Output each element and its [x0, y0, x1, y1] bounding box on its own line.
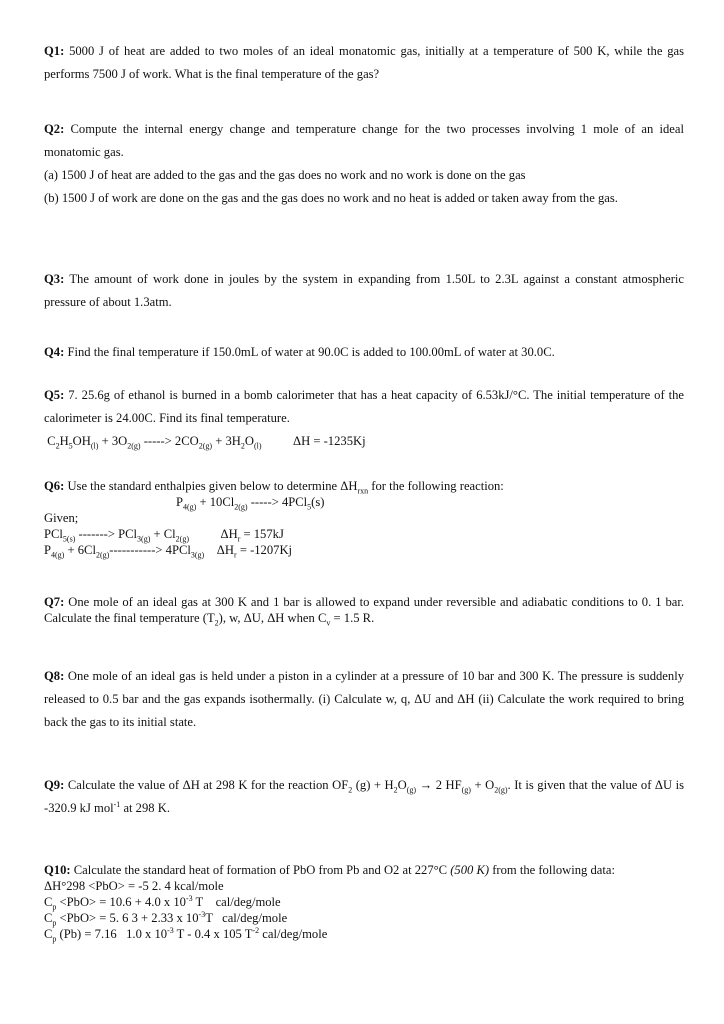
data-line-2: $C_p <PbO> = 10.6 + 4.0$ x $10^{-3}$ T cal/deg/mole [44, 893, 281, 912]
question-text: Calculate the standard heat of formation of PbO from Pb and O2 at 227°C [73, 863, 451, 877]
question-label: Q2: [44, 122, 65, 136]
question-text: The amount of work done in joules by the system in expanding from 1.50L to 2.3L against a constant atmospheric pressure of about 1.3atm. [44, 272, 684, 309]
question-9 [44, 774, 684, 820]
question-3 [44, 268, 684, 314]
question-label: Q7: [44, 595, 65, 609]
question-1 [44, 40, 684, 86]
question-label: Q5: [44, 388, 65, 402]
question-2 [44, 118, 684, 210]
question-label: Q6: [44, 479, 65, 493]
question-8 [44, 665, 684, 734]
question-text: Use the standard enthalpies given below to determine ΔH [67, 479, 358, 493]
question-5 [44, 384, 684, 453]
question-text: 5000 J of heat are added to two moles of an ideal monatomic gas, initially at a temperature of 500 K, while the gas performs 7500 J of work. What is the final temperature of the gas? [44, 44, 684, 81]
data-line-3: $C_p <PbO> = 5$. 6 3 + 2.33 x $10^{-3}T$ cal/deg/mole [44, 909, 288, 928]
data-line-4: $C_p$ (Pb) = 7.16 1.0 x $10^{-3}$ T - 0.4 x 105 $T^{-2}$ cal/deg/mole [44, 925, 328, 944]
question-text: One mole of an ideal gas at 300 K and 1 bar is allowed to expand under reversible and adiabatic conditions to 0. 1 bar. Calculate the final temperature (T [44, 595, 684, 625]
question-text: Compute the internal energy change and temperature change for the two processes involving 1 mole of an ideal monatomic gas. [44, 122, 684, 159]
question-text: One mole of an ideal gas is held under a piston in a cylinder at a pressure of 10 bar and 300 K. The pressure is suddenly released to 0.5 bar and the gas expands isothermally. (i) Calculate w, q, ΔU and ΔH (ii) Calculate the work required to bring back the gas to its initial state. [44, 669, 684, 729]
question-label: Q8: [44, 669, 65, 683]
given-reaction-1: PCl$_{5(s)}$ -------> $PCl_{3(g)} + Cl_{2(g)}$ $\Delta H_r = 157kJ$ [44, 527, 284, 544]
given-label: Given; [44, 511, 79, 525]
question-part-b: (b) 1500 J of work are done on the gas and the gas does no work and no heat is added or taken away from the gas. [44, 191, 618, 205]
question-text: Find the final temperature if 150.0mL of water at 90.0C is added to 100.00mL of water at 30.0C. [67, 345, 555, 359]
question-label: Q10: [44, 863, 71, 877]
question-4 [44, 341, 684, 364]
question-text: 7. 25.6g of ethanol is burned in a bomb calorimeter that has a heat capacity of 6.53kJ/°C. The initial temperature of the calorimeter is 24.00C. Find its final temperature. [44, 388, 684, 425]
data-line-1: ΔH°298 <PbO> = -5 2. 4 kcal/mole [44, 879, 224, 893]
question-label: Q4: [44, 345, 65, 359]
question-label: Q3: [44, 272, 65, 286]
question-part-a: (a) 1500 J of heat are added to the gas and the gas does no work and no work is done on the gas [44, 168, 526, 182]
enthalpy-value: ΔH = -1235Kj [293, 434, 366, 448]
given-reaction-2: $P_{4(g)} + 6Cl_{2(g)}-----------> 4PCl_{3(g)}$ $\Delta H_r = -1207Kj$ [44, 543, 293, 560]
question-10: Q10: Calculate the standard heat of formation of PbO from Pb and O2 at 227°C (500 K) from the following data: ΔH°298 <PbO> = -5 2. 4 kcal/mole $C_p <PbO> = 10.6 + 4.0$ x $10^{-3}$ T cal/deg/mole $C_p <PbO> = 5$. 6 3 + 2.33 x $10^{-3}T$ cal/deg/mole $C_p$ (Pb) = 7.16 1.0 x $10^{-3}$ T - 0.4 x 105 $T^{-2}$ cal/deg/mole [44, 862, 684, 942]
question-label: Q9: [44, 778, 65, 792]
target-reaction: $P_{4(g)} + 10Cl_{2(g)}$ -----> 4PCl$_5$(s) [176, 495, 325, 512]
question-text: Calculate the value of ΔH at 298 K for the reaction $OF_2$ $(g) + H_2O_{(g)} \to 2$ $HF_{(g)} + O_{2(g)}$. It is given that the value of ΔU is -320.9 kJ mol$^{-1}$ at 298 K. [44, 778, 685, 815]
question-7: Q7: One mole of an ideal gas at 300 K and 1 bar is allowed to expand under reversible and adiabatic conditions to 0. 1 bar. Calculate the final temperature $(T_2)$, w, ΔU, ΔH when $C_v = 1.5$ R. [44, 595, 684, 628]
question-6: Q6: Use the standard enthalpies given below to determine $\Delta H_{rxn}$ for the following reaction: $P_{4(g)} + 10Cl_{2(g)}$ -----> 4PCl$_5$(s) Given; PCl$_{5(s)}$ -------> $PCl_{3(g)} + Cl_{2(g)}$ $\Delta H_r = 157kJ$ $P_{4(g)} + 6Cl_{2(g)}-----------> 4PCl_{3(g)}$ $\Delta H_r = -1207Kj$ [44, 478, 684, 558]
question-label: Q1: [44, 44, 65, 58]
reaction-equation: $C_2H_5OH_{(l)} + 3O_{2(g)}$ -----> $2CO_{2(g)} + 3H_2O_{(l)}$ ΔH = -1235Kj [47, 434, 366, 451]
